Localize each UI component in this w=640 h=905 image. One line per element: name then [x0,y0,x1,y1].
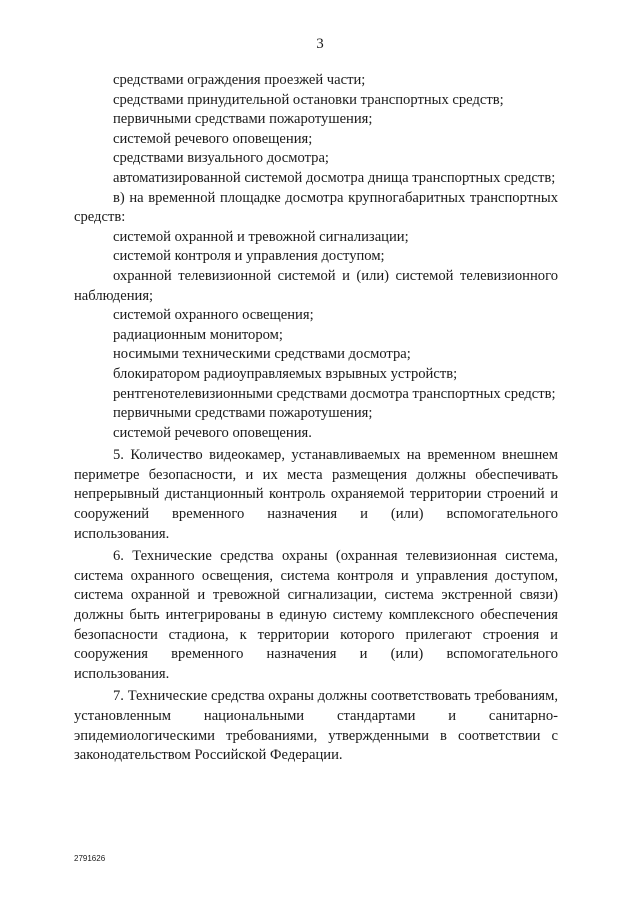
document-body [74,71,558,766]
list-item-alarm-system: системой охранной и тревожной сигнализации; [113,228,409,245]
subsection-heading-large-vehicles: в) на временной площадке досмотра крупногабаритных транспортных средств: [74,189,558,226]
list-item-fire-extinguishing: первичными средствами пожаротушения; [113,111,373,128]
document-code: 2791626 [74,854,106,863]
list-item-voice-alert-2: системой речевого оповещения. [113,424,312,441]
paragraph-7: 7. Технические средства охраны должны соответствовать требованиям, установленным национальными стандартами и санитарно-эпидемиологическими требованиями, утвержденными в соответствии с законодательством Российской Федерации. [74,688,558,764]
list-item-fencing: средствами ограждения проезжей части; [113,72,366,88]
list-item-voice-alert: системой речевого оповещения; [113,130,313,147]
paragraph-5: 5. Количество видеокамер, устанавливаемых на временном внешнем периметре безопасности, и их места размещения должны обеспечивать непрерывный дистанционный контроль охраняемой территории строений и сооружений временного назначения и (или) вспомогательного использования. [74,447,558,542]
list-item-portable-inspection: носимыми техническими средствами досмотра; [113,346,411,363]
list-item-visual-inspection: средствами визуального досмотра; [113,150,329,167]
list-item-underbody-inspection: автоматизированной системой досмотра днища транспортных средств; [113,169,556,186]
list-item-xray-inspection: рентгенотелевизионными средствами досмотра транспортных средств; [113,385,556,402]
list-item-access-control: системой контроля и управления доступом; [113,248,385,265]
list-item-fire-extinguishing-2: первичными средствами пожаротушения; [113,405,373,422]
list-item-cctv: охранной телевизионной системой и (или) системой телевизионного наблюдения; [74,267,558,304]
paragraph-6: 6. Технические средства охраны (охранная телевизионная система, система охранного освещения, система контроля и управления доступом, система охранной и тревожной сигнализации, система экстренной связи) должны быть интегрированы в единую систему комплексного обеспечения безопасности стадиона, к территории которого прилегают строения и сооружения временного назначения и (или) вспомогательного использования. [74,548,558,682]
list-item-security-lighting: системой охранного освещения; [113,307,314,324]
list-item-radiation-monitor: радиационным монитором; [113,326,283,343]
page-number: 3 [316,36,324,52]
list-item-forced-stop: средствами принудительной остановки транспортных средств; [113,91,504,108]
list-item-jammer: блокиратором радиоуправляемых взрывных устройств; [113,365,458,382]
